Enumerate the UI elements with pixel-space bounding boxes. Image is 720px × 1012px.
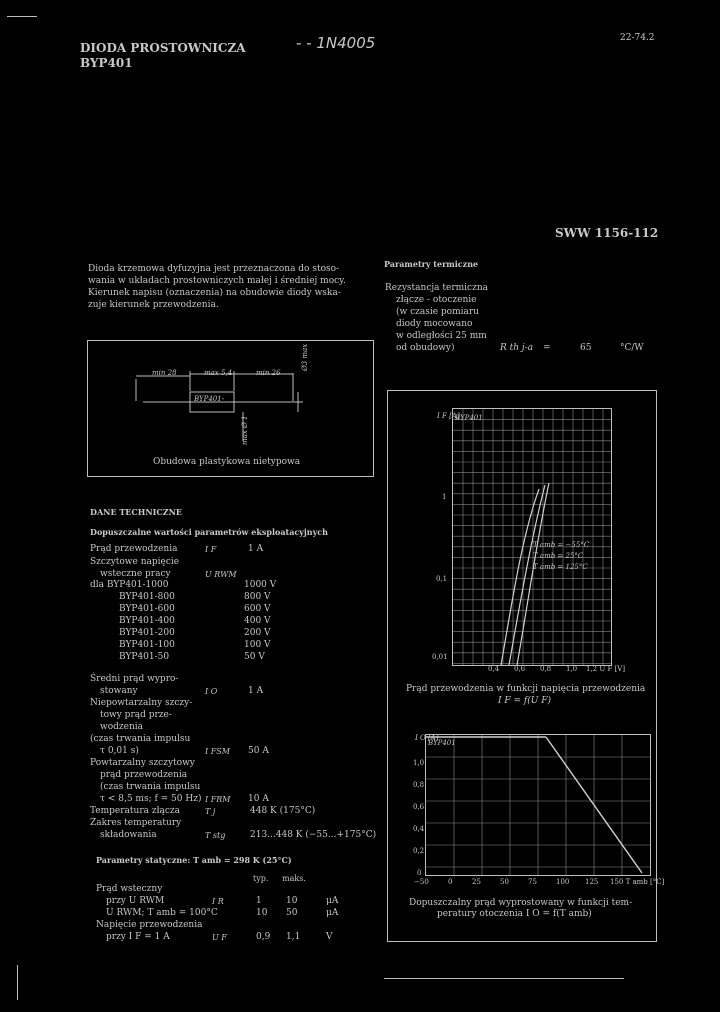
tech-row-label: BYP401-100 <box>119 640 175 650</box>
tech-subheading: Dopuszczalne wartości parametrów eksploatacyjnych <box>90 527 328 537</box>
thermal-heading: Parametry termiczne <box>384 259 479 269</box>
graph2-caption-line2: peratury otoczenia I O = f(T amb) <box>437 909 592 919</box>
tech-row-label: Temperatura złącza <box>90 806 181 816</box>
tech-row-symbol: T j <box>205 807 216 816</box>
tech-row-symbol: I F <box>205 545 217 554</box>
static-row-label: U RWM; T amb = 100°C <box>106 908 218 918</box>
graph1-tag: BYP401 <box>455 414 483 422</box>
graph1-x-tick: 1,0 <box>566 665 578 673</box>
graph1-y-tick: 0,01 <box>432 653 448 661</box>
tech-row-label: wodzenia <box>100 722 143 732</box>
tech-row-label: (czas trwania impulsu <box>100 782 201 792</box>
corner-mark <box>7 16 37 17</box>
tech-row-value: 1 A <box>248 544 264 554</box>
tech-row-label: Średni prąd wypro- <box>90 674 179 684</box>
tech-row-symbol: I FRM <box>205 795 231 804</box>
static-row-unit: μA <box>326 908 339 918</box>
graph1-series-label: T amb = 25°C <box>533 552 584 560</box>
graph2-y-unit: I O [A] <box>415 734 439 742</box>
footer-rule <box>384 978 624 979</box>
static-row-max: 1,1 <box>286 932 301 942</box>
rectified-current-plot <box>426 735 650 875</box>
intro-line: zuje kierunek przewodzenia. <box>88 300 219 310</box>
tech-row-value: 10 A <box>248 794 269 804</box>
graph1-x-tick: 0,4 <box>488 665 500 673</box>
tech-row-label: wsteczne pracy <box>100 569 171 579</box>
static-row-symbol: U F <box>212 933 227 942</box>
thermal-line: Rezystancja termiczna <box>385 283 488 293</box>
thermal-symbol: R th j-a <box>500 343 534 353</box>
sww-number: SWW 1156-112 <box>555 226 659 240</box>
thermal-line: (w czasie pomiaru <box>396 307 479 317</box>
graph2-x-tick: 25 <box>472 878 481 886</box>
tech-row-symbol: I O <box>205 687 218 696</box>
graph1-y-unit: I F [A] <box>437 412 460 420</box>
graph1-y-tick: 1 <box>442 493 447 501</box>
tech-row-label: BYP401-200 <box>119 628 175 638</box>
tech-row-value: 50 V <box>244 652 265 662</box>
graph2-y-tick: 0,4 <box>413 825 425 833</box>
package-drawing <box>87 340 374 477</box>
tech-row-label: prąd przewodzenia <box>100 770 188 780</box>
static-col-max: maks. <box>282 874 306 883</box>
graph1-series-label: T amb = −55°C <box>533 541 590 549</box>
graph2-tag: BYP401 <box>428 739 456 747</box>
dim-lead-diameter: max Ø 1 <box>241 415 249 445</box>
tech-row-label: (czas trwania impulsu <box>90 734 191 744</box>
model-number: BYP401 <box>80 56 133 70</box>
static-row-unit: μA <box>326 896 339 906</box>
tech-row-symbol: T stg <box>205 831 226 840</box>
dim-lead-right: min 26 <box>256 369 281 377</box>
graph1-x-tick: 0,8 <box>540 665 552 673</box>
dim-lead-left: min 28 <box>152 369 177 377</box>
graph1-x-tick: 0,6 <box>514 665 526 673</box>
tech-row-label: Niepowtarzalny szczy- <box>90 698 193 708</box>
thermal-equals: = <box>543 343 551 353</box>
graph1-x-tick: 1,2 U F [V] <box>586 665 626 673</box>
graph2-y-tick: 0,2 <box>413 847 425 855</box>
graph2-y-tick: 1,0 <box>413 759 425 767</box>
tech-row-label: dla BYP401-1000 <box>90 580 169 590</box>
graph1-caption: Prąd przewodzenia w funkcji napięcia przewodzenia <box>406 684 646 694</box>
tech-row-label: τ 0,01 s) <box>100 746 139 756</box>
static-col-typ: typ. <box>253 874 269 883</box>
static-row-max: 10 <box>286 896 298 906</box>
static-heading: Parametry statyczne: T amb = 298 K (25°C) <box>96 855 292 865</box>
graph2-caption: Dopuszczalny prąd wyprostowany w funkcji tem- <box>409 898 633 908</box>
tech-row-value: 448 K (175°C) <box>250 806 316 816</box>
graph2-y-tick: 0 <box>417 869 422 877</box>
tech-row-value: 100 V <box>244 640 271 650</box>
static-row-label: Prąd wsteczny <box>96 884 163 894</box>
graph2-x-tick: 125 <box>585 878 599 886</box>
static-row-typ: 10 <box>256 908 268 918</box>
tech-row-label: BYP401-50 <box>119 652 170 662</box>
tech-row-value: 213...448 K (−55...+175°C) <box>250 830 377 840</box>
binding-edge-mark <box>17 965 18 1000</box>
rectified-current-graph <box>425 734 651 876</box>
dim-diameter: Ø3 max <box>301 343 309 371</box>
graph2-x-tick: 50 <box>500 878 509 886</box>
body-marking: BYP401- <box>194 395 225 403</box>
doc-code: 22-74.2 <box>620 33 655 43</box>
tech-row-label: BYP401-800 <box>119 592 175 602</box>
graph1-series-label: T amb = 125°C <box>533 563 588 571</box>
document-title: DIODA PROSTOWNICZA <box>80 41 246 55</box>
thermal-value: 65 <box>580 343 592 353</box>
tech-row-value: 1000 V <box>244 580 277 590</box>
intro-line: wania w układach prostowniczych małej i średniej mocy. <box>88 276 346 286</box>
graph1-caption-formula: I F = f(U F) <box>498 696 551 706</box>
graph2-x-tick: 150 T amb [°C] <box>610 878 665 886</box>
intro-line: Dioda krzemowa dyfuzyjna jest przeznaczona do stoso- <box>88 264 340 274</box>
tech-row-value: 200 V <box>244 628 271 638</box>
tech-row-label: stowany <box>100 686 138 696</box>
graph2-x-tick: 75 <box>528 878 537 886</box>
tech-row-label: składowania <box>100 830 157 840</box>
graph2-y-tick: 0,6 <box>413 803 425 811</box>
forward-current-plot <box>453 409 611 665</box>
tech-row-label: Prąd przewodzenia <box>90 544 178 554</box>
graph2-x-tick: 0 <box>448 878 453 886</box>
tech-row-label: BYP401-600 <box>119 604 175 614</box>
static-row-label: przy U RWM <box>106 896 165 906</box>
thermal-line: od obudowy) <box>396 343 455 353</box>
graph2-x-tick: 100 <box>556 878 570 886</box>
tech-row-symbol: U RWM <box>205 570 237 579</box>
tech-row-value: 400 V <box>244 616 271 626</box>
static-row-typ: 1 <box>256 896 262 906</box>
static-row-max: 50 <box>286 908 298 918</box>
dim-body: max 5,4 <box>204 369 233 377</box>
thermal-line: diody mocowano <box>396 319 473 329</box>
static-row-symbol: I R <box>212 897 224 906</box>
package-outline-drawing <box>88 341 373 476</box>
tech-row-label: Zakres temperatury <box>90 818 182 828</box>
tech-row-label: towy prąd prze- <box>100 710 172 720</box>
tech-row-label: BYP401-400 <box>119 616 175 626</box>
tech-row-value: 800 V <box>244 592 271 602</box>
thermal-line: złącze - otoczenie <box>396 295 477 305</box>
graph2-y-tick: 0,8 <box>413 781 425 789</box>
package-caption: Obudowa plastykowa nietypowa <box>153 457 301 467</box>
tech-heading: DANE TECHNICZNE <box>90 507 182 517</box>
graph2-x-tick: −50 <box>414 878 429 886</box>
tech-row-label: τ < 8,5 ms; f = 50 Hz) <box>100 794 202 804</box>
tech-row-symbol: I FSM <box>205 747 230 756</box>
tech-row-value: 1 A <box>248 686 264 696</box>
tech-row-label: Powtarzalny szczytowy <box>90 758 195 768</box>
static-row-typ: 0,9 <box>256 932 271 942</box>
tech-row-value: 600 V <box>244 604 271 614</box>
graph1-curve <box>509 485 545 665</box>
thermal-unit: °C/W <box>620 343 644 353</box>
static-row-label: przy I F = 1 A <box>106 932 170 942</box>
intro-line: Kierunek napisu (oznaczenia) na obudowie diody wska- <box>88 288 341 298</box>
forward-current-graph <box>452 408 612 666</box>
tech-row-value: 50 A <box>248 746 269 756</box>
tech-row-label: Szczytowe napięcie <box>90 557 180 567</box>
thermal-line: w odległości 25 mm <box>396 331 487 341</box>
handwritten-note: - - 1N4005 <box>296 34 376 52</box>
graph1-y-tick: 0,1 <box>436 575 448 583</box>
static-row-label: Napięcie przewodzenia <box>96 920 203 930</box>
static-row-unit: V <box>326 932 333 942</box>
